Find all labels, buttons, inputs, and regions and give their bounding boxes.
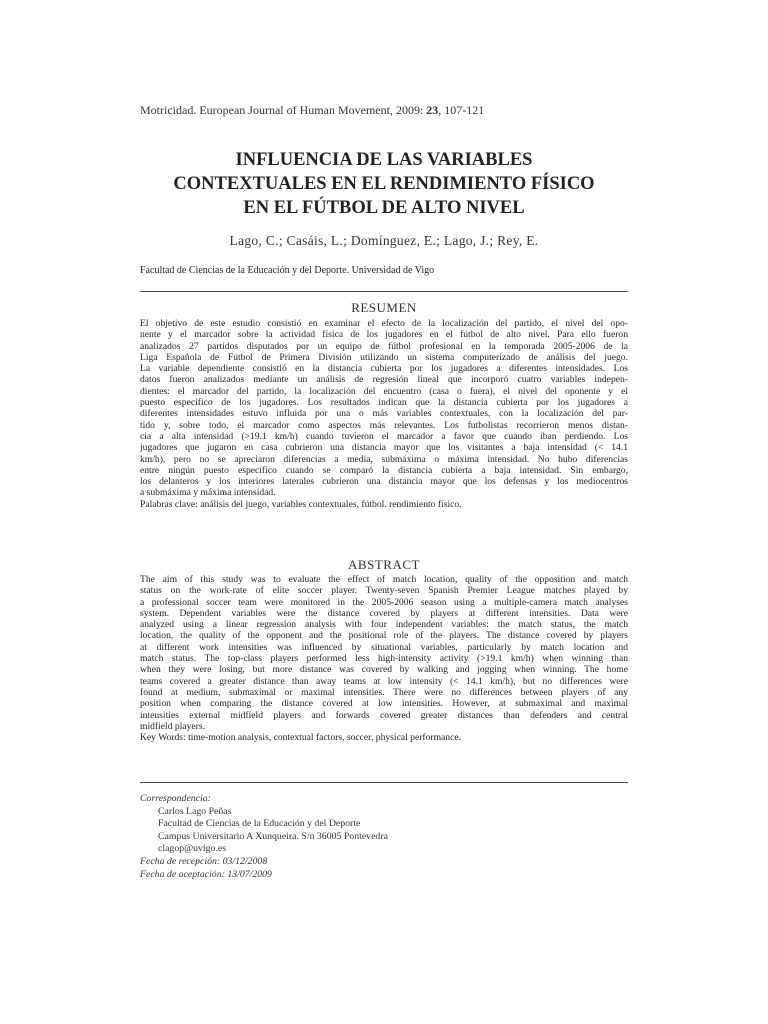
resumen-line: tido y, sobre todo, el marcador como aspectos más relevantes. Los futbolistas recorrieron menos distan-	[140, 419, 628, 431]
correspondence-label: Correspondencia:	[140, 793, 211, 804]
correspondence-name: Carlos Lago Peñas	[158, 805, 232, 817]
title-line: INFLUENCIA DE LAS VARIABLES	[235, 150, 533, 170]
correspondence-block	[140, 793, 388, 881]
resumen-heading: RESUMEN	[351, 300, 417, 315]
resumen-line: nente y el marcador sobre la actividad física de los jugadores en el fútbol de alto nivel. Para ello fueron	[140, 329, 628, 341]
abstract-line: when they were losing, but more distance was covered by walking and jogging when winning. The home	[140, 664, 628, 676]
abstract-keywords: Key Words: time-motion analysis, contextual factors, soccer, physical performance.	[140, 732, 462, 744]
resumen-line: entre ningún puesto específico cuando se comparó la distancia cubierta a baja intensidad. Sin embargo,	[140, 464, 628, 476]
journal-name: Motricidad. European Journal of Human Movement, 2009:	[140, 103, 427, 117]
abstract-body	[140, 574, 628, 743]
abstract-line: a professional soccer team were monitored in the 2005-2006 season using a multiple-camera match analyses	[140, 596, 628, 608]
resumen-line: El objetivo de este estudio consistió en examinar el efecto de la localización del partido, el nivel del opo-	[140, 318, 628, 329]
resumen-line: km/h), pero no se apreciaron diferencias a media, submáxima o máxima intensidad. No hubo diferencias	[140, 453, 628, 465]
journal-citation	[140, 103, 484, 118]
resumen-keywords: Palabras clave: análisis del juego, variables contextuales, fútbol. rendimiento físico.	[140, 498, 462, 510]
abstract-line: at different work intensities was influenced by situational variables, particularly by match location and	[140, 641, 628, 653]
correspondence-address: Campus Universitario A Xunqueira. S/n 36005 Pontevedra	[158, 830, 388, 842]
resumen-body	[140, 318, 628, 510]
abstract-heading: ABSTRACT	[348, 557, 420, 572]
abstract-line: The aim of this study was to evaluate the effect of match location, quality of the opposition and match	[140, 574, 628, 585]
title-line: EN EL FÚTBOL DE ALTO NIVEL	[243, 198, 525, 218]
resumen-line: a submáxima y máxima intensidad.	[140, 487, 276, 499]
abstract-line: intensities external midfield players and forwards covered greater distances than defenders and central	[140, 709, 628, 721]
resumen-line: La variable dependiente consistió en la distancia cubierta por los jugadores a diferentes intensidades. Los	[140, 363, 628, 375]
received-date: Fecha de recepción: 03/12/2008	[140, 855, 268, 867]
resumen-line: cia a alta intensidad (>19.1 km/h) cuando tuvieron el marcador a favor que cuando iban perdiendo. Los	[140, 430, 628, 442]
accepted-date: Fecha de aceptación: 13/07/2009	[140, 868, 272, 880]
title-line: CONTEXTUALES EN EL RENDIMIENTO FÍSICO	[173, 174, 595, 194]
abstract-line: status on the work-rate of elite soccer player. Twenty-seven Spanish Premier League matches played by	[140, 585, 628, 597]
abstract-line: position when comparing the distance covered at low intensities. However, at submaximal and maximal	[140, 698, 628, 710]
journal-pages: , 107-121	[438, 103, 485, 117]
affiliation: Facultad de Ciencias de la Educación y del Deporte. Universidad de Vigo	[140, 265, 435, 276]
correspondence-faculty: Facultad de Ciencias de la Educación y del Deporte	[158, 818, 361, 830]
abstract-line: system. Dependent variables were the distance covered by players at different intensities. Data were	[140, 607, 628, 619]
abstract-line: location, the quality of the opponent and the positional role of the players. The distance covered by players	[140, 630, 628, 642]
abstract-line: match status. The top-class players performed less high-intensity activity (>19.1 km/h) when winning than	[140, 653, 628, 665]
resumen-line: analizados 27 partidos disputados por un equipo de fútbol profesional en la temporada 2005-2006 de la	[140, 340, 628, 352]
abstract-line: teams covered a greater distance than away teams at low intensity (< 14.1 km/h), but no differences were	[140, 675, 628, 687]
top-divider	[140, 291, 628, 292]
article-title	[130, 148, 638, 220]
journal-volume: 23	[426, 103, 439, 117]
resumen-line: diferentes intensidades estuvo influida por una o más variables contextuales, con la localización del par-	[140, 408, 628, 420]
resumen-line: dientes: el marcador del partido, la localización del encuentro (casa o fuera), el nivel del oponente y el	[140, 385, 628, 397]
abstract-line: analyzed using a linear regression analysis with four independent variables: the match status, the match	[140, 619, 628, 631]
resumen-line: jugadores que jugaron en casa cubrieron una distancia mayor que los visitantes a baja intensidad (< 14.1	[140, 442, 628, 454]
correspondence-divider	[140, 782, 628, 783]
correspondence-email[interactable]: clagop@uvigo.es	[158, 843, 227, 855]
resumen-line: datos fueron analizados mediante un análisis de regresión lineal que incorporó cuatro variables indepen-	[140, 374, 628, 386]
resumen-line: los delanteros y los interiores laterales cubrieron una distancia mayor que los defensas y los mediocentros	[140, 476, 628, 488]
resumen-line: puesto específico de los jugadores. Los resultados indican que la distancia cubierta por los jugadores a	[140, 397, 628, 409]
authors: Lago, C.; Casáis, L.; Domínguez, E.; Lago, J.; Rey, E.	[229, 233, 539, 248]
abstract-line: found at medium, submaximal or maximal intensities. There were no differences between players of any	[140, 686, 628, 698]
resumen-line: Liga Española de Fútbol de Primera División utilizando un sistema computerizado de análisis del juego.	[140, 351, 628, 363]
abstract-line: midfield players.	[140, 720, 206, 732]
